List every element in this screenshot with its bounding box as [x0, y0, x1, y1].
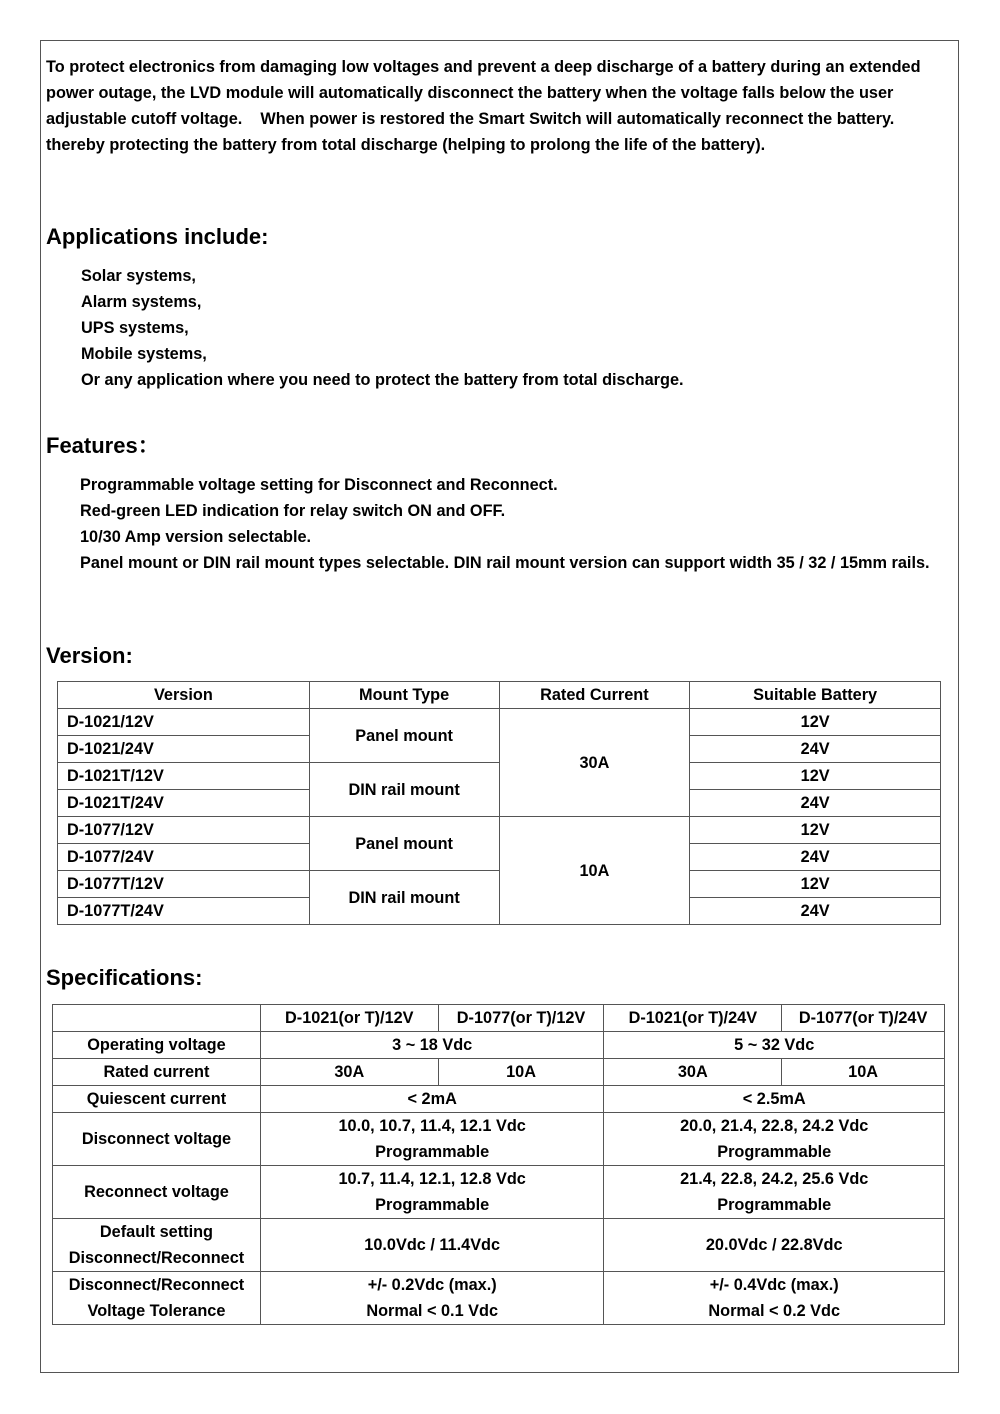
spec-value: 30A [604, 1059, 782, 1086]
list-item: Panel mount or DIN rail mount types selectable. DIN rail mount version can support width 35 / 32 / 15mm rails. [80, 554, 930, 572]
version-cell: D-1021T/12V [58, 763, 310, 790]
applications-list [81, 263, 961, 393]
spec-value [260, 1166, 604, 1219]
label-line: Disconnect/Reconnect [68, 1276, 245, 1294]
table-row [53, 1059, 945, 1086]
mount-cell: DIN rail mount [309, 763, 499, 817]
list-item: UPS systems, [81, 319, 189, 337]
table-row [53, 1032, 945, 1059]
battery-cell: 24V [690, 898, 941, 925]
spec-value: 30A [260, 1059, 438, 1086]
spec-value: 10A [438, 1059, 604, 1086]
version-cell: D-1021T/24V [58, 790, 310, 817]
table-row [53, 1166, 945, 1219]
table-header-cell [53, 1005, 261, 1032]
spec-line: 21.4, 22.8, 24.2, 25.6 Vdc [680, 1170, 869, 1188]
battery-cell: 24V [690, 844, 941, 871]
mount-cell: Panel mount [309, 709, 499, 763]
version-heading: Version: [46, 643, 133, 668]
list-item: 10/30 Amp version selectable. [80, 528, 312, 546]
label-line: Disconnect/Reconnect [68, 1249, 245, 1267]
current-cell: 30A [499, 709, 690, 817]
version-cell: D-1021/24V [58, 736, 310, 763]
spec-value: < 2.5mA [604, 1086, 945, 1113]
label-line: Default setting [99, 1223, 213, 1241]
battery-cell: 12V [690, 709, 941, 736]
spec-value [604, 1166, 945, 1219]
table-row [53, 1113, 945, 1166]
features-list [80, 472, 960, 576]
version-cell: D-1077/12V [58, 817, 310, 844]
battery-cell: 12V [690, 763, 941, 790]
specifications-table [52, 1004, 945, 1325]
list-item: Red-green LED indication for relay switch ON and OFF. [80, 502, 506, 520]
table-header-row [53, 1005, 945, 1032]
spec-line: 10.0, 10.7, 11.4, 12.1 Vdc [338, 1117, 526, 1135]
spec-line: Programmable [375, 1196, 490, 1214]
table-header-cell: Mount Type [309, 682, 499, 709]
version-cell: D-1077/24V [58, 844, 310, 871]
spec-value [604, 1272, 945, 1325]
spec-line: Normal < 0.1 Vdc [366, 1302, 499, 1320]
table-row [53, 1086, 945, 1113]
spec-value: 3 ~ 18 Vdc [260, 1032, 604, 1059]
list-item: Alarm systems, [81, 293, 202, 311]
version-cell: D-1021/12V [58, 709, 310, 736]
spec-value [260, 1272, 604, 1325]
label-line: Voltage Tolerance [87, 1302, 226, 1320]
features-heading: Features： [46, 433, 160, 458]
row-label: Rated current [53, 1059, 261, 1086]
table-header-cell: D-1077(or T)/12V [438, 1005, 604, 1032]
spec-line: Normal < 0.2 Vdc [708, 1302, 841, 1320]
list-item: Solar systems, [81, 267, 196, 285]
version-cell: D-1077T/12V [58, 871, 310, 898]
spec-value [260, 1113, 604, 1166]
table-row [53, 1219, 945, 1272]
spec-value: 10A [782, 1059, 945, 1086]
spec-line: 20.0, 21.4, 22.8, 24.2 Vdc [680, 1117, 869, 1135]
mount-cell: DIN rail mount [309, 871, 499, 925]
battery-cell: 12V [690, 817, 941, 844]
table-row [58, 817, 941, 844]
battery-cell: 24V [690, 790, 941, 817]
battery-cell: 12V [690, 871, 941, 898]
table-header-cell: D-1077(or T)/24V [782, 1005, 945, 1032]
row-label: Quiescent current [53, 1086, 261, 1113]
intro-paragraph [46, 54, 951, 158]
list-item: Or any application where you need to protect the battery from total discharge. [81, 371, 684, 389]
spec-line: Programmable [717, 1143, 832, 1161]
spec-value: 10.0Vdc / 11.4Vdc [260, 1219, 604, 1272]
table-row [53, 1272, 945, 1325]
version-table [57, 681, 941, 925]
row-label [53, 1219, 261, 1272]
table-row [58, 709, 941, 736]
table-header-cell: Suitable Battery [690, 682, 941, 709]
applications-heading: Applications include: [46, 224, 269, 249]
specifications-heading: Specifications: [46, 965, 203, 990]
spec-line: +/- 0.4Vdc (max.) [709, 1276, 839, 1294]
spec-value: 20.0Vdc / 22.8Vdc [604, 1219, 945, 1272]
list-item: Mobile systems, [81, 345, 207, 363]
table-header-cell: D-1021(or T)/12V [260, 1005, 438, 1032]
row-label [53, 1272, 261, 1325]
list-item: Programmable voltage setting for Disconnect and Reconnect. [80, 476, 558, 494]
row-label: Disconnect voltage [53, 1113, 261, 1166]
spec-value [604, 1113, 945, 1166]
table-header-cell: D-1021(or T)/24V [604, 1005, 782, 1032]
spec-line: Programmable [717, 1196, 832, 1214]
battery-cell: 24V [690, 736, 941, 763]
mount-cell: Panel mount [309, 817, 499, 871]
current-cell: 10A [499, 817, 690, 925]
version-cell: D-1077T/24V [58, 898, 310, 925]
table-header-cell: Version [58, 682, 310, 709]
spec-line: Programmable [375, 1143, 490, 1161]
row-label: Reconnect voltage [53, 1166, 261, 1219]
table-header-cell: Rated Current [499, 682, 690, 709]
spec-line: +/- 0.2Vdc (max.) [367, 1276, 497, 1294]
intro-text: To protect electronics from damaging low voltages and prevent a deep discharge of a battery during an extended power outage, the LVD module will automatically disconnect the battery when the voltage falls below the user adjustable cutoff voltage. When power is restored the Smart Switch will automatically reconnect the battery. thereby protecting the battery from total discharge (helping to prolong the life of the battery). [46, 58, 921, 154]
spec-value: 5 ~ 32 Vdc [604, 1032, 945, 1059]
spec-value: < 2mA [260, 1086, 604, 1113]
table-header-row [58, 682, 941, 709]
spec-line: 10.7, 11.4, 12.1, 12.8 Vdc [338, 1170, 526, 1188]
row-label: Operating voltage [53, 1032, 261, 1059]
